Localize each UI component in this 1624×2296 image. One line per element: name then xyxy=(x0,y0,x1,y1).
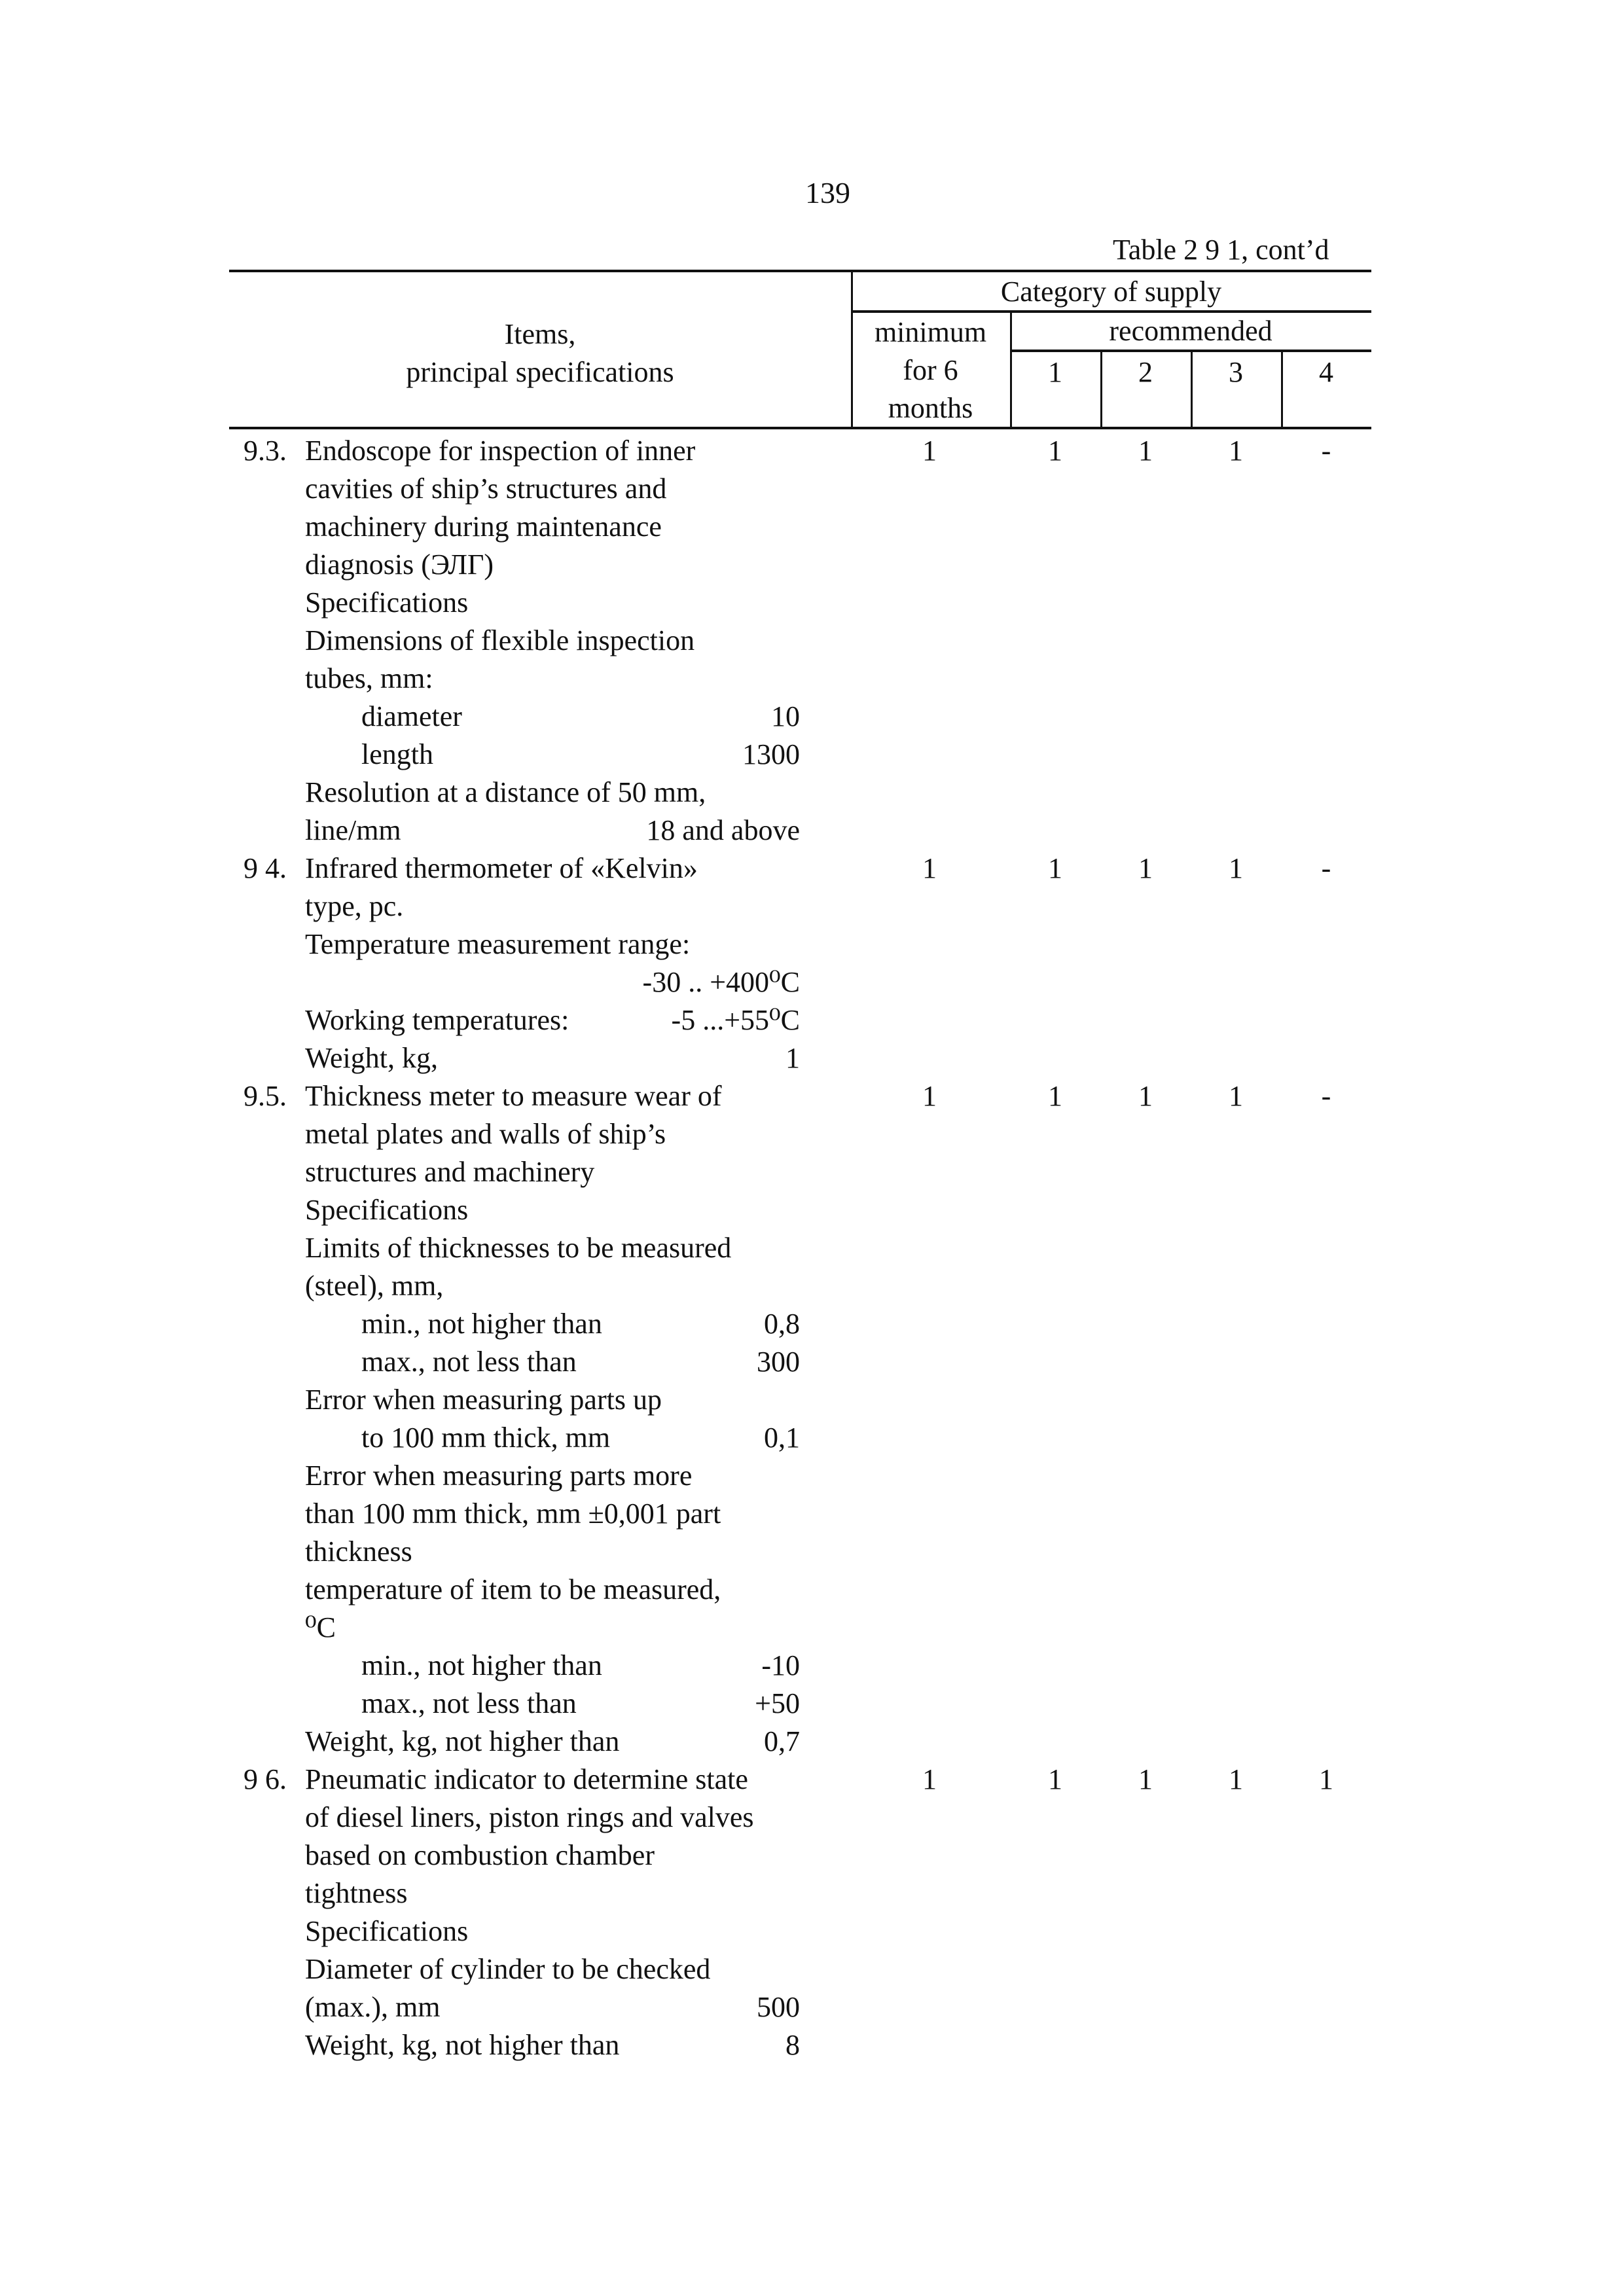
spec-line xyxy=(244,2026,833,2064)
item-description xyxy=(244,1077,833,1761)
spec-text: Diameter of cylinder to be checked xyxy=(305,1953,711,1985)
spec-text: type, pc. xyxy=(305,890,404,922)
spec-text: metal plates and walls of ship’s xyxy=(305,1118,666,1150)
spec-value: 8 xyxy=(785,2029,800,2061)
supply-cell: 1 xyxy=(1229,1080,1243,1112)
supply-cell: 1 xyxy=(1048,1763,1062,1795)
table-row xyxy=(0,432,1624,850)
spec-line xyxy=(244,812,833,850)
spec-text: Infrared thermometer of «Kelvin» xyxy=(305,852,698,884)
spec-text: Thickness meter to measure wear of xyxy=(305,1080,722,1112)
spec-text: Working temperatures: xyxy=(305,1004,569,1036)
supply-cell: 1 xyxy=(922,852,937,884)
spec-line xyxy=(244,1685,833,1723)
spec-value: 10 xyxy=(771,700,800,732)
spec-text: Error when measuring parts more xyxy=(305,1460,693,1492)
supply-cell: 1 xyxy=(1048,435,1062,467)
spec-value: 500 xyxy=(757,1991,800,2023)
spec-value: 0,8 xyxy=(764,1308,800,1340)
spec-text: ⁰C xyxy=(305,1611,336,1643)
spec-value: -30 .. +400⁰C xyxy=(642,966,800,998)
spec-line xyxy=(244,1457,833,1495)
spec-value: -10 xyxy=(761,1649,800,1681)
spec-text: max., not less than xyxy=(361,1346,577,1378)
spec-line xyxy=(244,1837,833,1874)
spec-line xyxy=(244,1381,833,1419)
spec-line xyxy=(244,1912,833,1950)
supply-cell: - xyxy=(1321,435,1331,467)
spec-value: 300 xyxy=(757,1346,800,1378)
spec-line xyxy=(244,1761,833,1799)
supply-cell: - xyxy=(1321,1080,1331,1112)
spec-text: temperature of item to be measured, xyxy=(305,1573,721,1605)
spec-text: Endoscope for inspection of inner xyxy=(305,435,696,467)
supply-cell: 1 xyxy=(1229,852,1243,884)
supply-cell: 1 xyxy=(1138,435,1153,467)
spec-line xyxy=(244,698,833,736)
supply-cell: 1 xyxy=(1138,1080,1153,1112)
spec-text: of diesel liners, piston rings and valves xyxy=(305,1801,754,1833)
item-description xyxy=(244,432,833,850)
supply-cell: 1 xyxy=(922,435,937,467)
spec-text: based on combustion chamber xyxy=(305,1839,655,1871)
spec-line xyxy=(244,1799,833,1837)
table-caption: Table 2 9 1, cont’d xyxy=(1113,234,1329,266)
spec-text: Error when measuring parts up xyxy=(305,1384,662,1416)
spec-value: 0,1 xyxy=(764,1422,800,1454)
spec-line xyxy=(244,584,833,622)
spec-line xyxy=(244,1419,833,1457)
spec-line xyxy=(244,1723,833,1761)
spec-line xyxy=(244,963,833,1001)
table-row xyxy=(0,1077,1624,1761)
spec-text: max., not less than xyxy=(361,1687,577,1719)
spec-line xyxy=(244,1001,833,1039)
item-number: 9 4. xyxy=(244,852,287,884)
header-col: 1 xyxy=(1048,356,1062,388)
header-minimum: months xyxy=(888,392,973,424)
supply-cell: 1 xyxy=(1048,1080,1062,1112)
spec-text: diameter xyxy=(361,700,462,732)
supply-cell: 1 xyxy=(1138,1763,1153,1795)
spec-line xyxy=(244,1153,833,1191)
supply-cell: 1 xyxy=(1229,1763,1243,1795)
table-row xyxy=(0,850,1624,1077)
header-minimum: minimum xyxy=(874,316,987,348)
spec-text: line/mm xyxy=(305,814,401,846)
spec-line xyxy=(244,1191,833,1229)
spec-text: length xyxy=(361,738,433,770)
spec-text: min., not higher than xyxy=(361,1649,602,1681)
spec-line xyxy=(244,736,833,774)
spec-line xyxy=(244,1305,833,1343)
spec-text: structures and machinery xyxy=(305,1156,595,1188)
category-rule xyxy=(851,310,1371,313)
spec-text: tightness xyxy=(305,1877,408,1909)
item-number: 9 6. xyxy=(244,1763,287,1795)
spec-value: 1300 xyxy=(742,738,800,770)
spec-line xyxy=(244,1874,833,1912)
spec-line xyxy=(244,1077,833,1115)
spec-value: -5 ...+55⁰C xyxy=(671,1004,800,1036)
spec-line xyxy=(244,1343,833,1381)
spec-line xyxy=(244,1533,833,1571)
item-description xyxy=(244,850,833,1077)
spec-value: 0,7 xyxy=(764,1725,800,1757)
header-col: 3 xyxy=(1229,356,1243,388)
spec-text: Temperature measurement range: xyxy=(305,928,691,960)
spec-line xyxy=(244,1267,833,1305)
spec-text: than 100 mm thick, mm ±0,001 part xyxy=(305,1498,721,1530)
table-top-rule xyxy=(229,270,1371,272)
header-specifications: principal specifications xyxy=(406,356,674,388)
header-recommended: recommended xyxy=(1109,315,1272,347)
supply-cell: 1 xyxy=(922,1763,937,1795)
spec-line xyxy=(244,432,833,470)
spec-line xyxy=(244,1988,833,2026)
spec-line xyxy=(244,546,833,584)
item-number: 9.5. xyxy=(244,1080,287,1112)
header-col: 2 xyxy=(1138,356,1153,388)
spec-text: Weight, kg, xyxy=(305,1042,438,1074)
supply-cell: 1 xyxy=(1319,1763,1333,1795)
header-category: Category of supply xyxy=(1000,276,1222,308)
spec-text: cavities of ship’s structures and xyxy=(305,473,667,505)
spec-line xyxy=(244,508,833,546)
supply-cell: 1 xyxy=(1048,852,1062,884)
table-row xyxy=(0,1761,1624,2064)
spec-line xyxy=(244,1495,833,1533)
page-number: 139 xyxy=(805,176,850,209)
supply-cell: 1 xyxy=(1138,852,1153,884)
spec-line xyxy=(244,925,833,963)
spec-text: Limits of thicknesses to be measured xyxy=(305,1232,732,1264)
spec-line xyxy=(244,470,833,508)
spec-line xyxy=(244,774,833,812)
spec-value: +50 xyxy=(755,1687,800,1719)
spec-line xyxy=(244,888,833,925)
header-items: Items, xyxy=(504,318,576,350)
spec-line xyxy=(244,850,833,888)
spec-text: min., not higher than xyxy=(361,1308,602,1340)
spec-text: Weight, kg, not higher than xyxy=(305,2029,620,2061)
spec-text: (steel), mm, xyxy=(305,1270,444,1302)
supply-cell: 1 xyxy=(922,1080,937,1112)
spec-text: Dimensions of flexible inspection xyxy=(305,624,695,656)
spec-line xyxy=(244,1229,833,1267)
spec-text: to 100 mm thick, mm xyxy=(361,1422,611,1454)
spec-text: Weight, kg, not higher than xyxy=(305,1725,620,1757)
header-minimum: for 6 xyxy=(903,354,958,386)
spec-line xyxy=(244,1571,833,1609)
spec-value: 18 and above xyxy=(646,814,800,846)
item-description xyxy=(244,1761,833,2064)
supply-cell: - xyxy=(1321,852,1331,884)
header-col: 4 xyxy=(1319,356,1333,388)
table-header-rule xyxy=(229,427,1371,429)
spec-value: 1 xyxy=(785,1042,800,1074)
spec-text: Specifications xyxy=(305,1915,469,1947)
spec-text: (max.), mm xyxy=(305,1991,441,2023)
spec-text: thickness xyxy=(305,1535,412,1568)
item-number: 9.3. xyxy=(244,435,287,467)
spec-line xyxy=(244,1609,833,1647)
spec-line xyxy=(244,1647,833,1685)
spec-text: Resolution at a distance of 50 mm, xyxy=(305,776,706,808)
spec-text: Pneumatic indicator to determine state xyxy=(305,1763,748,1795)
spec-text: tubes, mm: xyxy=(305,662,433,694)
spec-text: diagnosis (ЭЛГ) xyxy=(305,548,494,581)
supply-cell: 1 xyxy=(1229,435,1243,467)
spec-text: Specifications xyxy=(305,586,469,619)
spec-line xyxy=(244,1115,833,1153)
spec-line xyxy=(244,1950,833,1988)
spec-line xyxy=(244,1039,833,1077)
spec-line xyxy=(244,622,833,660)
spec-text: machinery during maintenance xyxy=(305,511,662,543)
spec-line xyxy=(244,660,833,698)
spec-text: Specifications xyxy=(305,1194,469,1226)
